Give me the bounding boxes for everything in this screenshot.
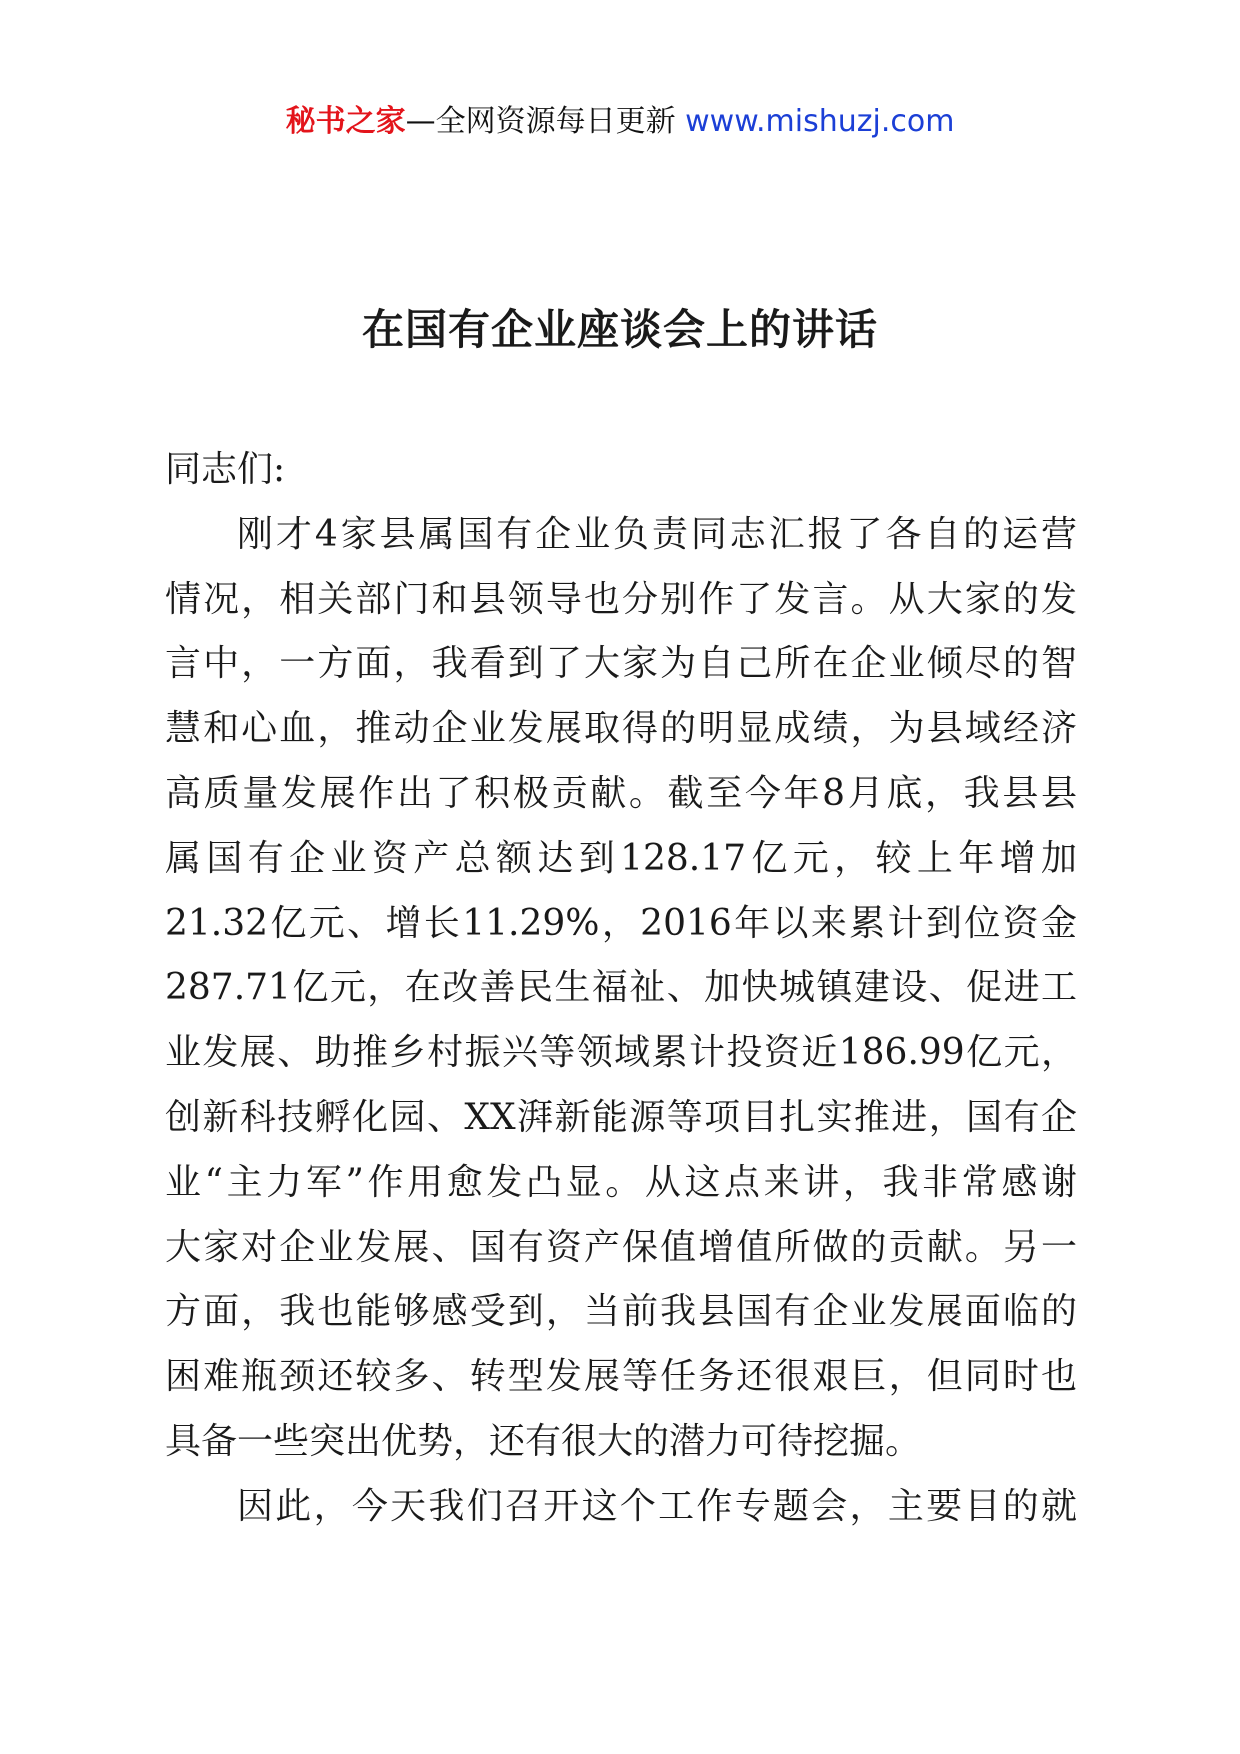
paragraph-line: 287.71亿元，在改善民生福祉、加快城镇建设、促进工 [165, 967, 1077, 1009]
paragraph-line: 属国有企业资产总额达到128.17亿元，较上年增加 [165, 837, 1077, 879]
site-header [0, 100, 1240, 144]
document-title: 在国有企业座谈会上的讲话 [361, 305, 878, 354]
paragraph-line: 慧和心血，推动企业发展取得的明显成绩，为县域经济 [165, 708, 1077, 750]
paragraph-line: 创新科技孵化园、XX湃新能源等项目扎实推进，国有企 [165, 1096, 1077, 1138]
site-url-link[interactable]: www.mishuzj.com [685, 104, 955, 139]
paragraph-line: 具备一些突出优势，还有很大的潜力可待挖掘。 [165, 1420, 922, 1462]
paragraph-line: 业“主力军”作用愈发凸显。从这点来讲，我非常感谢 [165, 1161, 1077, 1203]
salutation: 同志们: [165, 449, 286, 490]
document-body [165, 438, 1077, 1540]
paragraph-line: 言中，一方面，我看到了大家为自己所在企业倾尽的智 [165, 643, 1077, 685]
site-tagline: —全网资源每日更新 [405, 104, 676, 139]
paragraph-line: 大家对企业发展、国有资产保值增值所做的贡献。另一 [165, 1226, 1077, 1268]
site-brand: 秘书之家 [285, 104, 406, 139]
paragraph-line: 因此，今天我们召开这个工作专题会，主要目的就 [237, 1485, 1077, 1527]
paragraph-line: 刚才4家县属国有企业负责同志汇报了各自的运营 [237, 513, 1077, 555]
paragraph-line: 业发展、助推乡村振兴等领域累计投资近186.99亿元， [165, 1032, 1077, 1074]
paragraph-line: 困难瓶颈还较多、转型发展等任务还很艰巨，但同时也 [165, 1356, 1077, 1398]
paragraph-line: 情况，相关部门和县领导也分别作了发言。从大家的发 [165, 578, 1077, 620]
paragraph-line: 高质量发展作出了积极贡献。截至今年8月底，我县县 [165, 772, 1077, 814]
paragraph-line: 方面，我也能够感受到，当前我县国有企业发展面临的 [165, 1291, 1077, 1333]
paragraph-line: 21.32亿元、增长11.29%，2016年以来累计到位资金 [165, 902, 1077, 944]
